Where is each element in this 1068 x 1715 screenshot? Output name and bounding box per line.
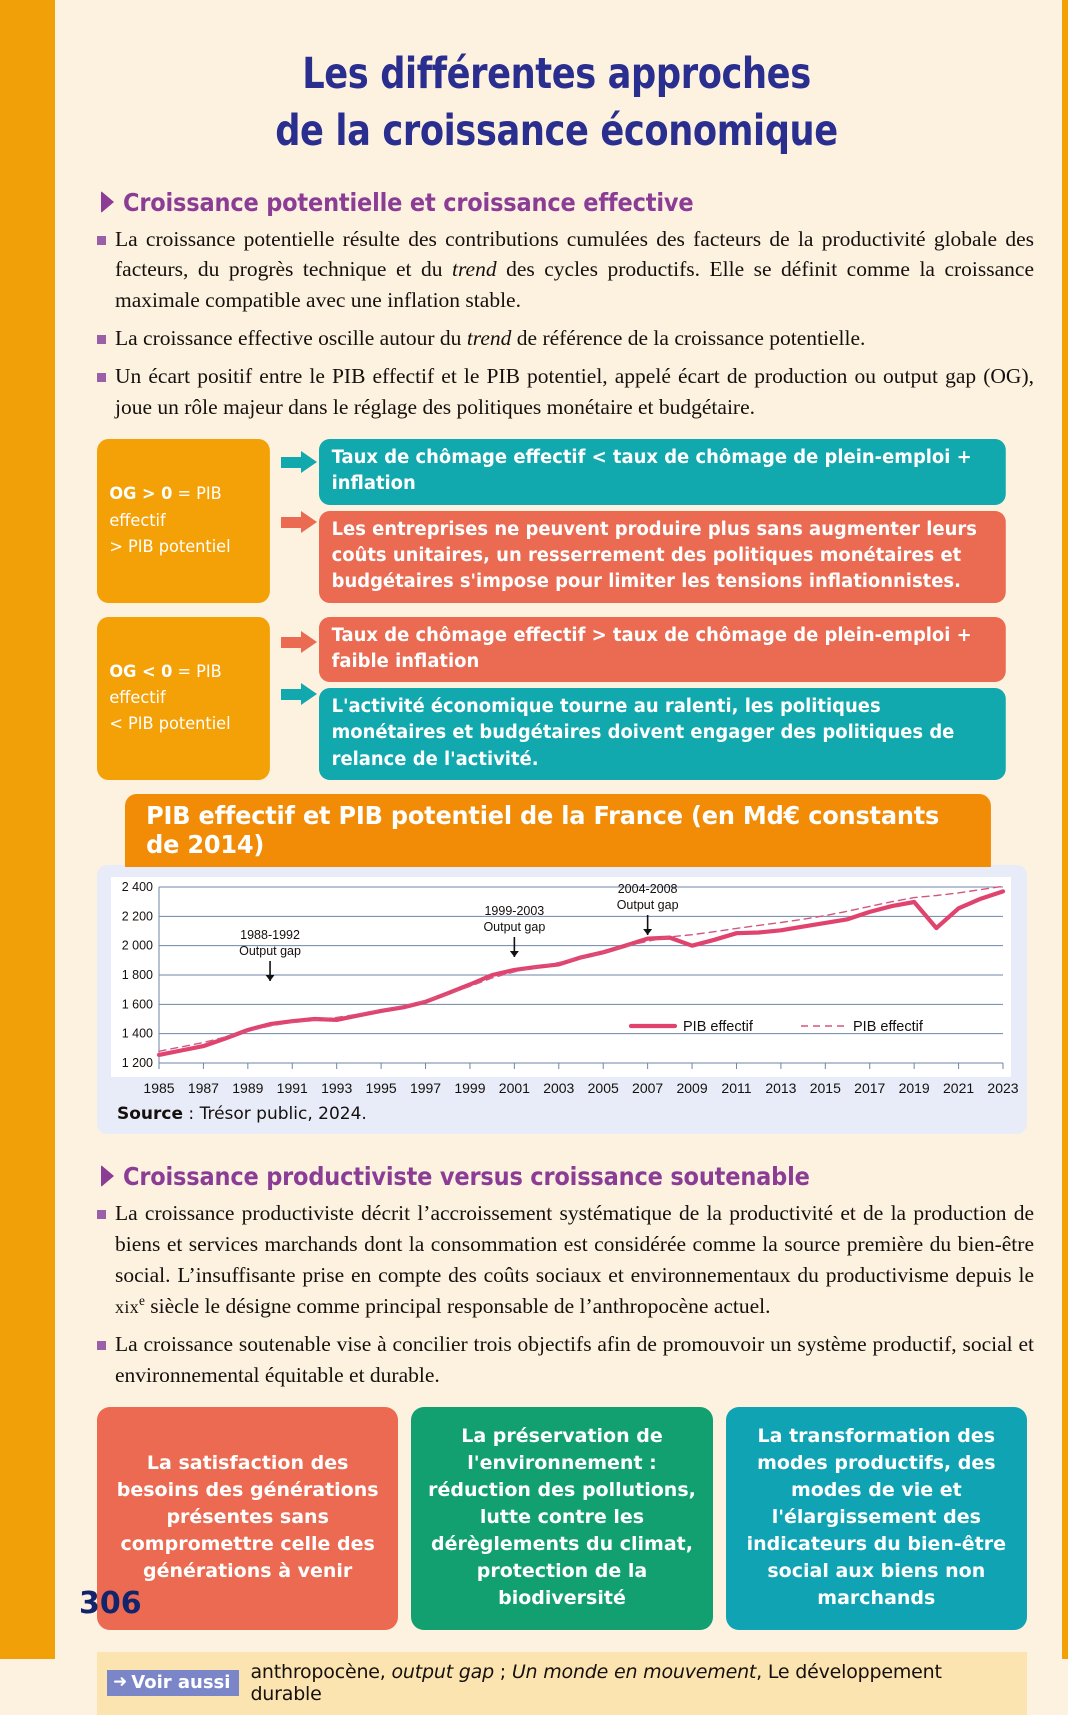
og-consequences-positive xyxy=(319,439,1027,602)
x-axis-tick-label: 2005 xyxy=(587,1079,619,1096)
og-condition-bold: OG < 0 xyxy=(109,661,173,682)
x-axis-tick-label: 2007 xyxy=(632,1079,664,1096)
x-axis-tick-label: 2009 xyxy=(676,1079,708,1096)
og-condition-line-2: < PIB potentiel xyxy=(109,714,231,735)
square-bullet-icon xyxy=(97,335,106,344)
chart-title: PIB effectif et PIB potentiel de la France (en Md€ constants de 2014) xyxy=(125,794,991,867)
og-group-negative xyxy=(97,617,1027,780)
left-edge-bar xyxy=(0,0,55,1659)
page-number: 306 xyxy=(79,1586,142,1621)
x-axis-tick-label: 2003 xyxy=(543,1079,575,1096)
x-axis-tick-label: 2017 xyxy=(854,1079,886,1096)
section-heading-1-label: Croissance potentielle et croissance effective xyxy=(123,187,694,217)
og-consequences-negative xyxy=(319,617,1027,780)
og-condition-line-2: > PIB potentiel xyxy=(109,537,231,558)
x-axis-tick-label: 1997 xyxy=(409,1079,442,1096)
arrow-right-icon: ➜ xyxy=(113,1671,128,1692)
og-group-positive xyxy=(97,439,1027,602)
svg-text:1 800: 1 800 xyxy=(121,967,153,982)
pillar-social: La satisfaction des besoins des générations présentes sans compromettre celle des générations à venir xyxy=(97,1407,398,1630)
svg-text:1988-1992: 1988-1992 xyxy=(240,927,300,942)
see-also-badge-label: Voir aussi xyxy=(131,1671,231,1693)
see-also-badge[interactable] xyxy=(107,1670,239,1696)
og-condition-rest: = PIB effectif xyxy=(109,661,222,709)
square-bullet-icon xyxy=(97,373,106,382)
gdp-line-chart xyxy=(111,877,1011,1077)
og-consequence-box: Les entreprises ne peuvent produire plus sans augmenter leurs coûts unitaires, un resserrement des politiques monétaires et budgétaires s'impose pour limiter les tensions inflationnistes. xyxy=(319,511,1006,603)
og-condition-rest: = PIB effectif xyxy=(109,484,222,531)
arrow-right-icon xyxy=(281,511,317,533)
svg-text:2 000: 2 000 xyxy=(121,938,153,953)
gdp-chart-figure xyxy=(97,794,1027,1134)
x-axis-tick-label: 2011 xyxy=(721,1079,752,1096)
x-axis-tick-label: 2021 xyxy=(943,1079,975,1096)
paragraph-text: La croissance soutenable vise à concilier trois objectifs afin de promouvoir un système productif, social et environnemental équitable et durable. xyxy=(115,1331,1034,1387)
chart-plot-area xyxy=(111,877,1011,1077)
paragraph-text: La croissance productiviste décrit l’accroissement systématique de la productivité et de la production de biens et services marchands dont la consommation est considérée comme la source première du bien-être social. L’insuffisante prise en compte des coûts sociaux et environnementaux du productivisme depuis le xix$^e$ siècle le désigne comme principal responsable de l’anthropocène actuel. xyxy=(115,1200,1034,1318)
chart-source-value: : Trésor public, 2024. xyxy=(183,1103,367,1124)
x-axis-tick-label: 2001 xyxy=(498,1079,530,1096)
svg-text:2 200: 2 200 xyxy=(121,909,153,924)
svg-text:2004-2008: 2004-2008 xyxy=(617,881,678,896)
arrow-column xyxy=(279,617,319,780)
svg-text:Output gap: Output gap xyxy=(483,919,546,934)
svg-text:1 600: 1 600 xyxy=(121,997,153,1012)
triangle-marker-icon xyxy=(101,191,114,213)
page-title xyxy=(165,46,948,160)
paragraph-text: La croissance potentielle résulte des contributions cumulées des facteurs de la productivité globale des facteurs, du progrès technique et du trend des cycles productifs. Elle se définit comme la croissance maximale compatible avec une inflation stable. xyxy=(115,226,1034,313)
svg-text:Output gap: Output gap xyxy=(616,897,679,912)
x-axis-tick-label: 1991 xyxy=(276,1079,308,1096)
svg-text:PIB effectif: PIB effectif xyxy=(853,1018,923,1035)
og-condition-line-1 xyxy=(109,659,257,712)
paragraph-1-2 xyxy=(97,323,1034,354)
x-axis-tick-label: 1989 xyxy=(232,1079,264,1096)
paragraph-text: Un écart positif entre le PIB effectif et le PIB potentiel, appelé écart de production ou output gap (OG), joue un rôle majeur dans le réglage des politiques monétaire et budgétaire. xyxy=(115,364,1034,420)
sustainability-pillars xyxy=(97,1407,1027,1630)
x-axis-tick-label: 1993 xyxy=(321,1079,353,1096)
og-condition-bold: OG > 0 xyxy=(109,484,173,505)
right-edge-bar xyxy=(1062,0,1068,1659)
see-also-band xyxy=(97,1652,1027,1715)
svg-text:Output gap: Output gap xyxy=(239,943,301,958)
x-axis-tick-label: 2015 xyxy=(809,1079,841,1096)
x-axis-tick-label: 1999 xyxy=(454,1079,486,1096)
pillar-environmental: La préservation de l'environnement : réduction des pollutions, lutte contre les dérèglements du climat, protection de la biodiversité xyxy=(411,1407,712,1630)
x-axis-tick-label: 2019 xyxy=(898,1079,930,1096)
chart-x-axis-labels xyxy=(111,1077,1019,1099)
og-condition-line-1 xyxy=(109,481,257,534)
og-condition-box-negative xyxy=(97,617,270,780)
og-condition-box-positive xyxy=(97,439,270,602)
section-heading-1 xyxy=(101,188,1034,217)
square-bullet-icon xyxy=(97,1341,106,1350)
section-heading-2-label: Croissance productiviste versus croissance soutenable xyxy=(123,1161,810,1191)
svg-text:2 400: 2 400 xyxy=(121,879,153,894)
arrow-right-icon xyxy=(281,631,317,653)
og-consequence-box: Taux de chômage effectif < taux de chômage de plein-emploi + inflation xyxy=(319,439,1006,505)
x-axis-tick-label: 1995 xyxy=(365,1079,397,1096)
x-axis-tick-label: 1987 xyxy=(187,1079,219,1096)
section-heading-2 xyxy=(101,1162,1034,1191)
x-axis-tick-label: 2013 xyxy=(765,1079,797,1096)
arrow-right-icon xyxy=(281,451,317,473)
chart-source xyxy=(117,1104,1013,1124)
square-bullet-icon xyxy=(97,236,106,245)
svg-text:1999-2003: 1999-2003 xyxy=(484,903,545,918)
svg-text:PIB effectif: PIB effectif xyxy=(683,1018,753,1035)
page-title-line-1: Les différentes approches xyxy=(302,49,811,99)
paragraph-text: La croissance effective oscille autour du trend de référence de la croissance potentielle. xyxy=(115,326,866,351)
arrow-right-icon xyxy=(281,683,317,705)
triangle-marker-icon xyxy=(101,1165,114,1187)
see-also-text: anthropocène, output gap ; Un monde en mouvement, Le développement durable xyxy=(250,1660,942,1705)
page-content xyxy=(55,0,1062,1705)
paragraph-2-1 xyxy=(97,1198,1034,1322)
x-axis-tick-label: 2023 xyxy=(987,1079,1019,1096)
output-gap-diagram xyxy=(97,439,1027,780)
paragraph-1-3 xyxy=(97,361,1034,423)
svg-text:1 400: 1 400 xyxy=(121,1026,153,1041)
page-title-line-2: de la croissance économique xyxy=(275,105,838,156)
x-axis-tick-label: 1985 xyxy=(143,1079,175,1096)
pillar-economic: La transformation des modes productifs, des modes de vie et l'élargissement des indicateurs du bien-être social aux biens non marchands xyxy=(726,1407,1027,1630)
og-consequence-box: Taux de chômage effectif > taux de chômage de plein-emploi + faible inflation xyxy=(319,617,1006,683)
chart-source-label: Source xyxy=(117,1103,184,1124)
og-consequence-box: L'activité économique tourne au ralenti, les politiques monétaires et budgétaires doivent engager des politiques de relance de l'activité. xyxy=(319,688,1006,780)
paragraph-2-2 xyxy=(97,1329,1034,1391)
arrow-column xyxy=(279,439,319,602)
chart-card xyxy=(97,865,1027,1134)
svg-text:1 200: 1 200 xyxy=(121,1055,153,1070)
square-bullet-icon xyxy=(97,1210,106,1219)
paragraph-1-1 xyxy=(97,224,1034,317)
